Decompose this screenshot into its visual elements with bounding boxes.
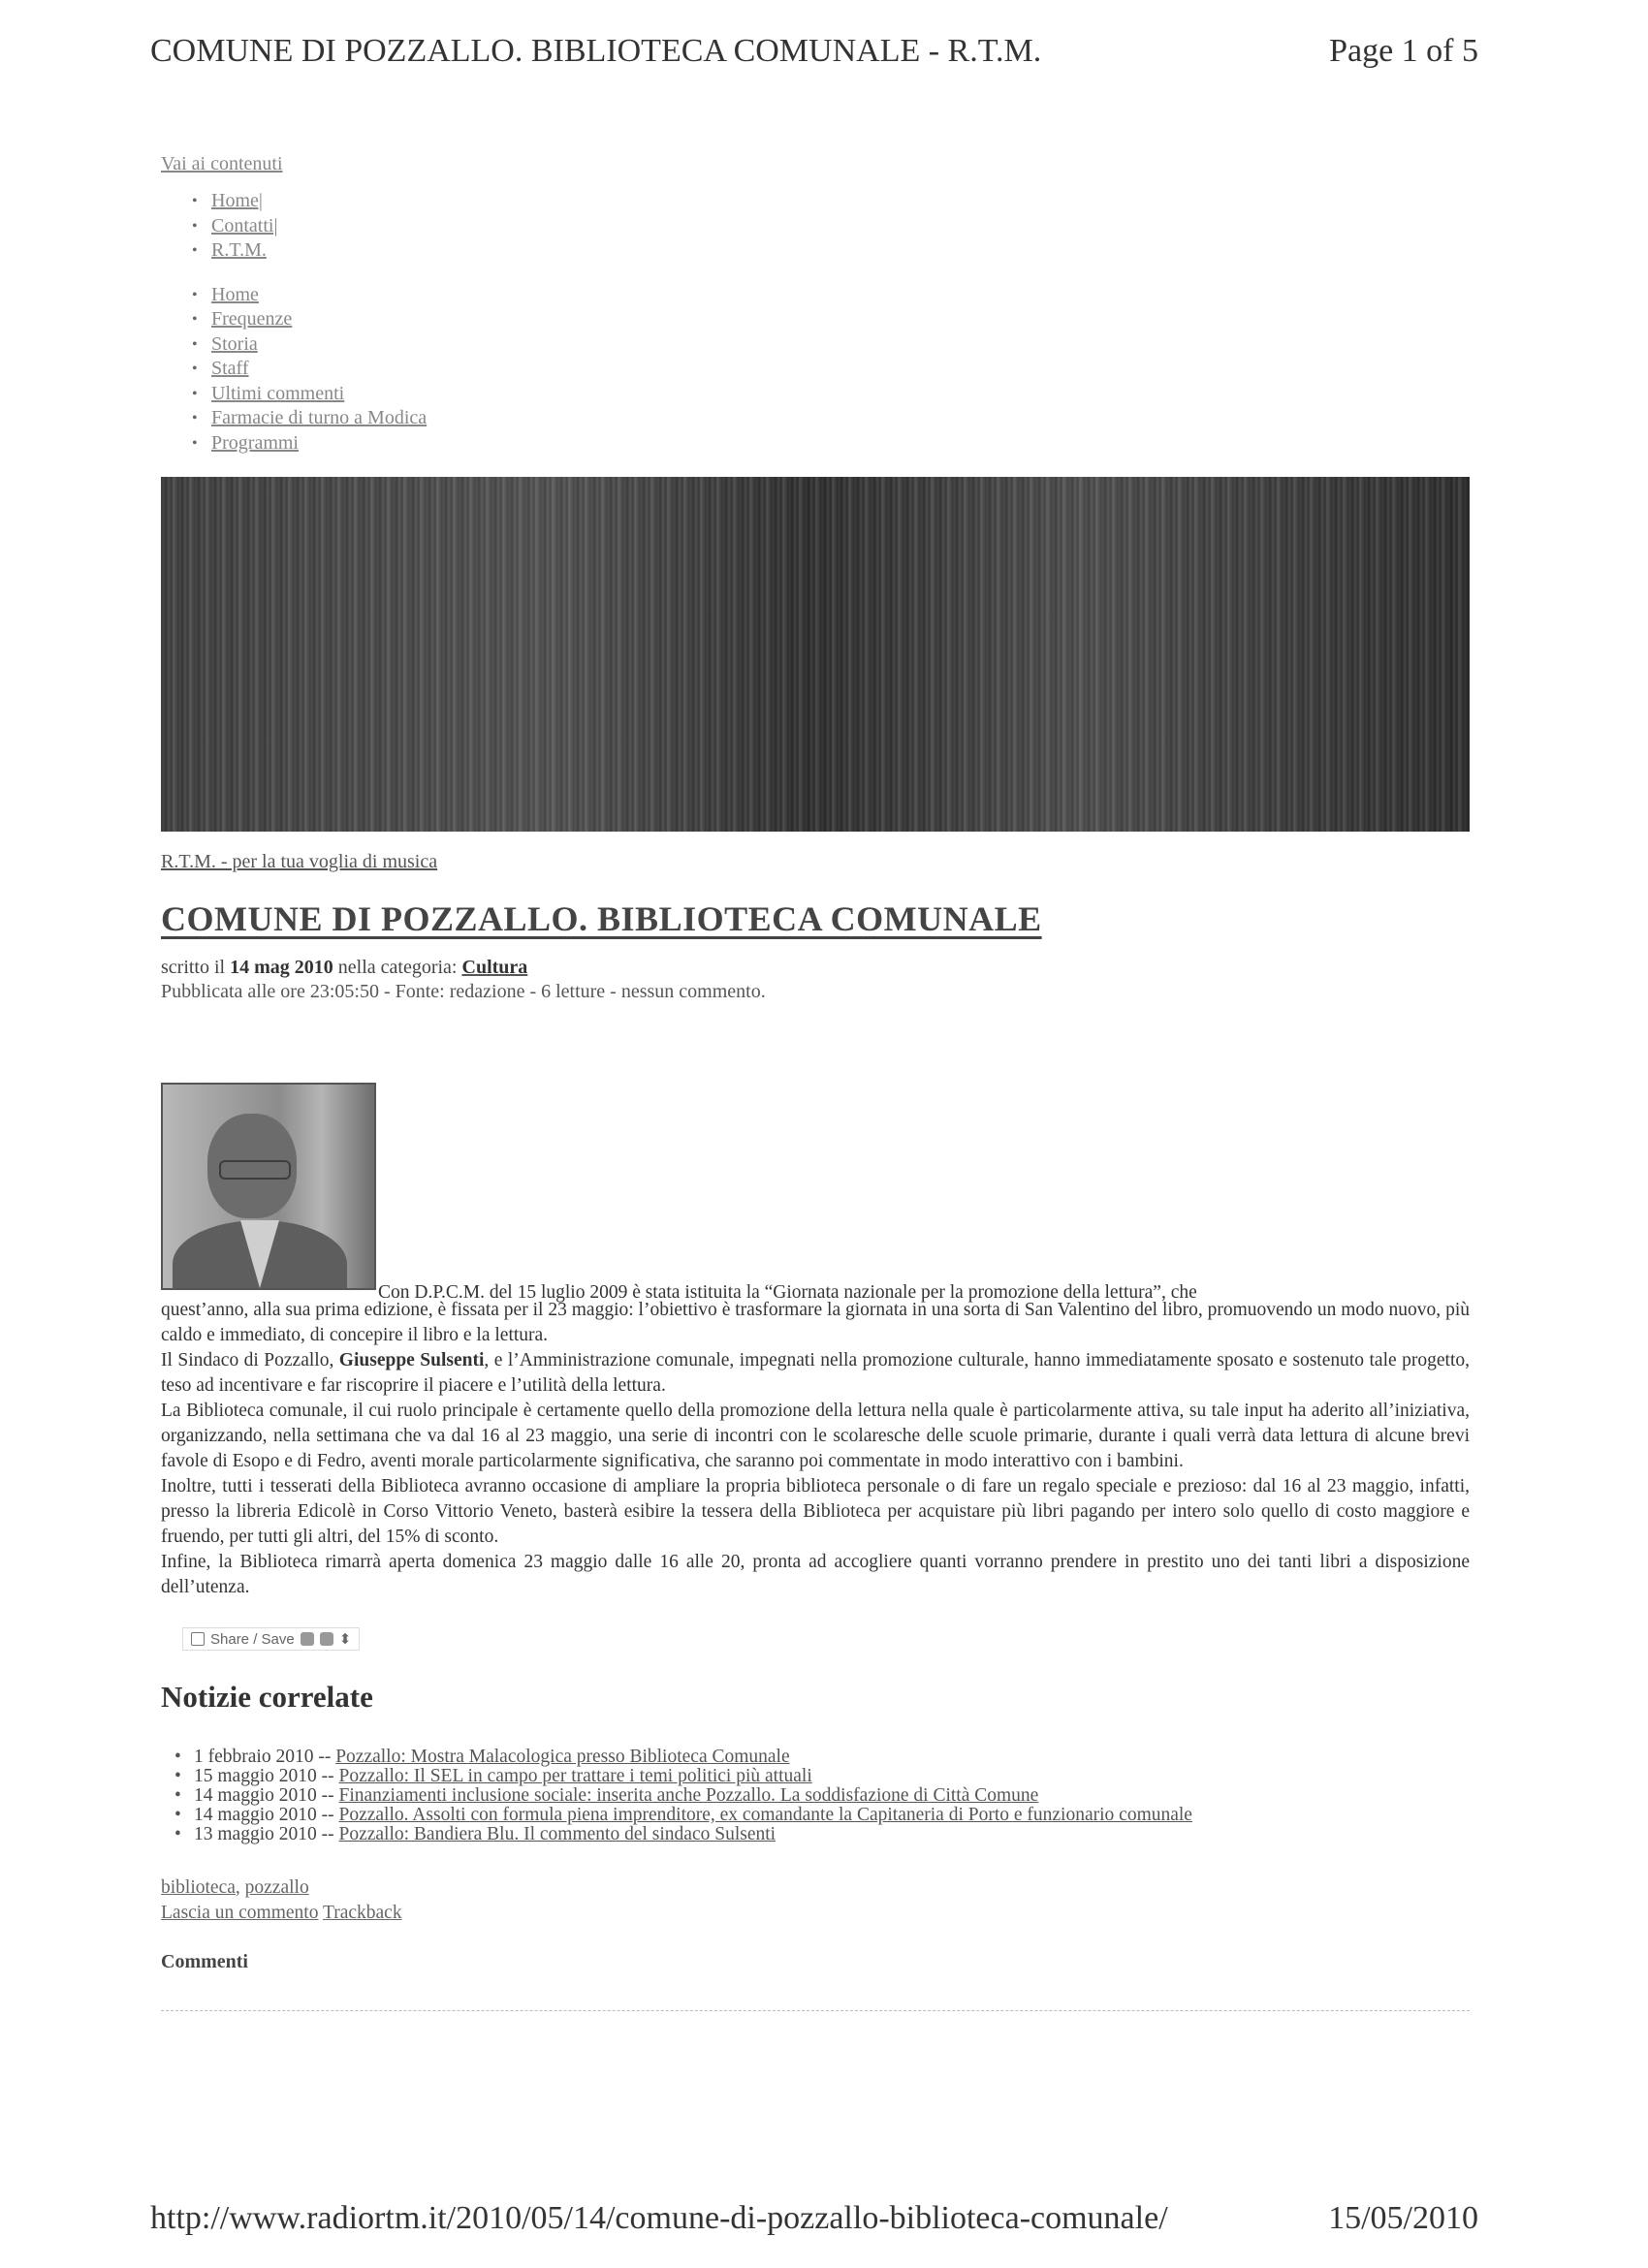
related-date: 14 maggio 2010 -- — [194, 1785, 334, 1806]
article-paragraph: Infine, la Biblioteca rimarrà aperta domenica 23 maggio dalle 16 alle 20, pronta ad accogliere quanti vorranno prendere in prestito uno dei tanti libri a disposizione dell’utenza. — [161, 1552, 1470, 1597]
main-nav-item — [211, 332, 1470, 358]
related-news-list — [161, 1748, 1470, 1844]
print-footer-date: 15/05/2010 — [1328, 2200, 1478, 2236]
main-nav-link-ultimi-commenti[interactable]: Ultimi commenti — [211, 382, 345, 404]
mayor-name: Giuseppe Sulsenti — [338, 1350, 485, 1370]
skip-to-content-link[interactable]: Vai ai contenuti — [161, 153, 283, 174]
print-header-title: COMUNE DI POZZALLO. BIBLIOTECA COMUNALE - R.T.M. — [150, 33, 1042, 69]
post-publish-info: Pubblicata alle ore 23:05:50 - Fonte: redazione - 6 letture - nessun commento. — [161, 981, 766, 1002]
top-nav-item-home — [211, 189, 1470, 214]
related-news-heading: Notizie correlate — [161, 1680, 373, 1714]
print-footer — [150, 2200, 1478, 2237]
post-date: 14 mag 2010 — [230, 957, 333, 978]
list-item — [194, 1748, 1470, 1767]
facebook-share-icon — [320, 1632, 333, 1646]
site-tagline-link[interactable]: R.T.M. - per la tua voglia di musica — [161, 851, 438, 872]
main-nav-item — [211, 382, 1470, 407]
article-body — [161, 1298, 1470, 1600]
photo-row — [161, 1083, 1470, 1303]
article-paragraph: quest’anno, alla sua prima edizione, è fissata per il 23 maggio: l’obiettivo è trasformare la giornata in una sorta di San Valentino del libro, promuovendo un modo nuovo, più caldo e immediato, di concepire il libro e la lettura. — [161, 1300, 1470, 1345]
share-save-button[interactable] — [182, 1627, 360, 1651]
main-nav-item — [211, 431, 1470, 457]
mayor-photo — [161, 1083, 376, 1290]
related-link[interactable]: Pozzallo: Il SEL in campo per trattare i temi politici più attuali — [338, 1766, 812, 1786]
share-label: Share / Save — [210, 1630, 295, 1648]
article-first-line: Con D.P.C.M. del 15 luglio 2009 è stata istituita la “Giornata nazionale per la promozione della lettura”, che — [378, 1282, 1197, 1303]
main-nav-item — [211, 307, 1470, 332]
related-link[interactable]: Pozzallo: Bandiera Blu. Il commento del sindaco Sulsenti — [338, 1824, 776, 1844]
related-link[interactable]: Pozzallo: Mostra Malacologica presso Biblioteca Comunale — [335, 1747, 790, 1767]
list-item — [194, 1806, 1470, 1825]
main-nav-link-home[interactable]: Home — [211, 283, 259, 305]
article-paragraph: La Biblioteca comunale, il cui ruolo principale è certamente quello della promozione della lettura nella quale è particolarmente attiva, su tale input ha aderito all’iniziativa, organizzando, nella settimana che va dal 16 al 23 maggio, una serie di incontri con le scolaresche delle scuole primarie, durante i quali verrà data lettura di alcune brevi favole di Esopo e di Fedro, aventi morale particolarmente significativa, che saranno poi commentate in modo interattivo con i bambini. — [161, 1401, 1470, 1471]
top-nav-link[interactable]: R.T.M. — [211, 239, 267, 261]
page-content — [161, 153, 1470, 2011]
related-date: 15 maggio 2010 -- — [194, 1766, 334, 1786]
trackback-link[interactable]: Trackback — [322, 1903, 402, 1923]
main-nav-link-storia[interactable]: Storia — [211, 332, 258, 355]
top-nav-link[interactable]: Contatti| — [211, 214, 278, 236]
related-link[interactable]: Finanziamenti inclusione sociale: inserita anche Pozzallo. La soddisfazione di Città Comune — [338, 1785, 1039, 1806]
related-link[interactable]: Pozzallo. Assolti con formula piena imprenditore, ex comandante la Capitaneria di Porto e funzionario comunale — [338, 1805, 1192, 1825]
post-tags: biblioteca, pozzallo Lascia un commento Trackback — [161, 1877, 402, 1923]
list-item — [194, 1786, 1470, 1806]
top-nav-link[interactable]: Home| — [211, 190, 263, 211]
print-page-number: Page 1 of 5 — [1329, 33, 1478, 69]
post-meta — [161, 957, 1470, 979]
post-category-link[interactable] — [462, 957, 528, 978]
list-item — [194, 1767, 1470, 1786]
comments-heading: Commenti — [161, 1951, 248, 1972]
divider — [161, 2010, 1470, 2011]
main-nav-link-staff[interactable]: Staff — [211, 358, 249, 379]
main-nav-item — [211, 406, 1470, 431]
top-nav-item-contatti — [211, 214, 1470, 239]
related-date: 14 maggio 2010 -- — [194, 1805, 334, 1825]
para-text: Il Sindaco di Pozzallo, — [161, 1350, 334, 1370]
related-date: 1 febbraio 2010 -- — [194, 1747, 332, 1767]
main-nav-link-farmacie[interactable]: Farmacie di turno a Modica — [211, 407, 428, 428]
post-category: Cultura — [461, 957, 528, 978]
article-paragraph: Inoltre, tutti i tesserati della Biblioteca avranno occasione di ampliare la propria biblioteca personale o di fare un regalo speciale e prezioso: dal 16 al 23 maggio, infatti, presso la libreria Edicolè in Corso Vittorio Veneto, basterà esibire la tessera della Biblioteca per acquistare più libri pagando per intero solo quello di costo maggiore e fruendo, per tutti gli altri, del 15% di sconto. — [161, 1476, 1470, 1547]
post-title: COMUNE DI POZZALLO. BIBLIOTECA COMUNALE — [161, 899, 1042, 938]
print-footer-url: http://www.radiortm.it/2010/05/14/comune-di-pozzallo-biblioteca-comunale/ — [150, 2200, 1168, 2236]
top-nav-item-rtm — [211, 238, 1470, 264]
main-nav-item — [211, 357, 1470, 382]
print-header — [150, 33, 1478, 70]
share-icon — [191, 1632, 205, 1646]
top-nav — [161, 189, 1470, 264]
tag-link-pozzallo[interactable]: pozzallo — [244, 1877, 309, 1898]
header-banner-image — [161, 477, 1470, 832]
meta-category-label: nella categoria: — [337, 957, 458, 978]
para-text: , e l’Amministrazione comunale, impegnati nella promozione culturale, hanno immediatamente sposato e sostenuto tale progetto, teso ad incentivare e far riscoprire il piacere e l’utilità della lettura. — [161, 1350, 1470, 1396]
leave-comment-link[interactable]: Lascia un commento — [161, 1903, 319, 1923]
main-nav — [161, 283, 1470, 457]
main-nav-item — [211, 283, 1470, 308]
site-tagline-link-wrapper — [161, 851, 1470, 873]
main-nav-link-frequenze[interactable]: Frequenze — [211, 308, 293, 330]
related-date: 13 maggio 2010 -- — [194, 1824, 334, 1844]
email-share-icon — [301, 1632, 314, 1646]
list-item — [194, 1825, 1470, 1844]
main-nav-link-programmi[interactable]: Programmi — [211, 431, 299, 454]
article-paragraph — [161, 1348, 1470, 1399]
more-share-icon: ⬍ — [338, 1631, 352, 1648]
meta-prefix: scritto il — [161, 957, 226, 978]
tag-link-biblioteca[interactable]: biblioteca — [161, 1877, 236, 1898]
